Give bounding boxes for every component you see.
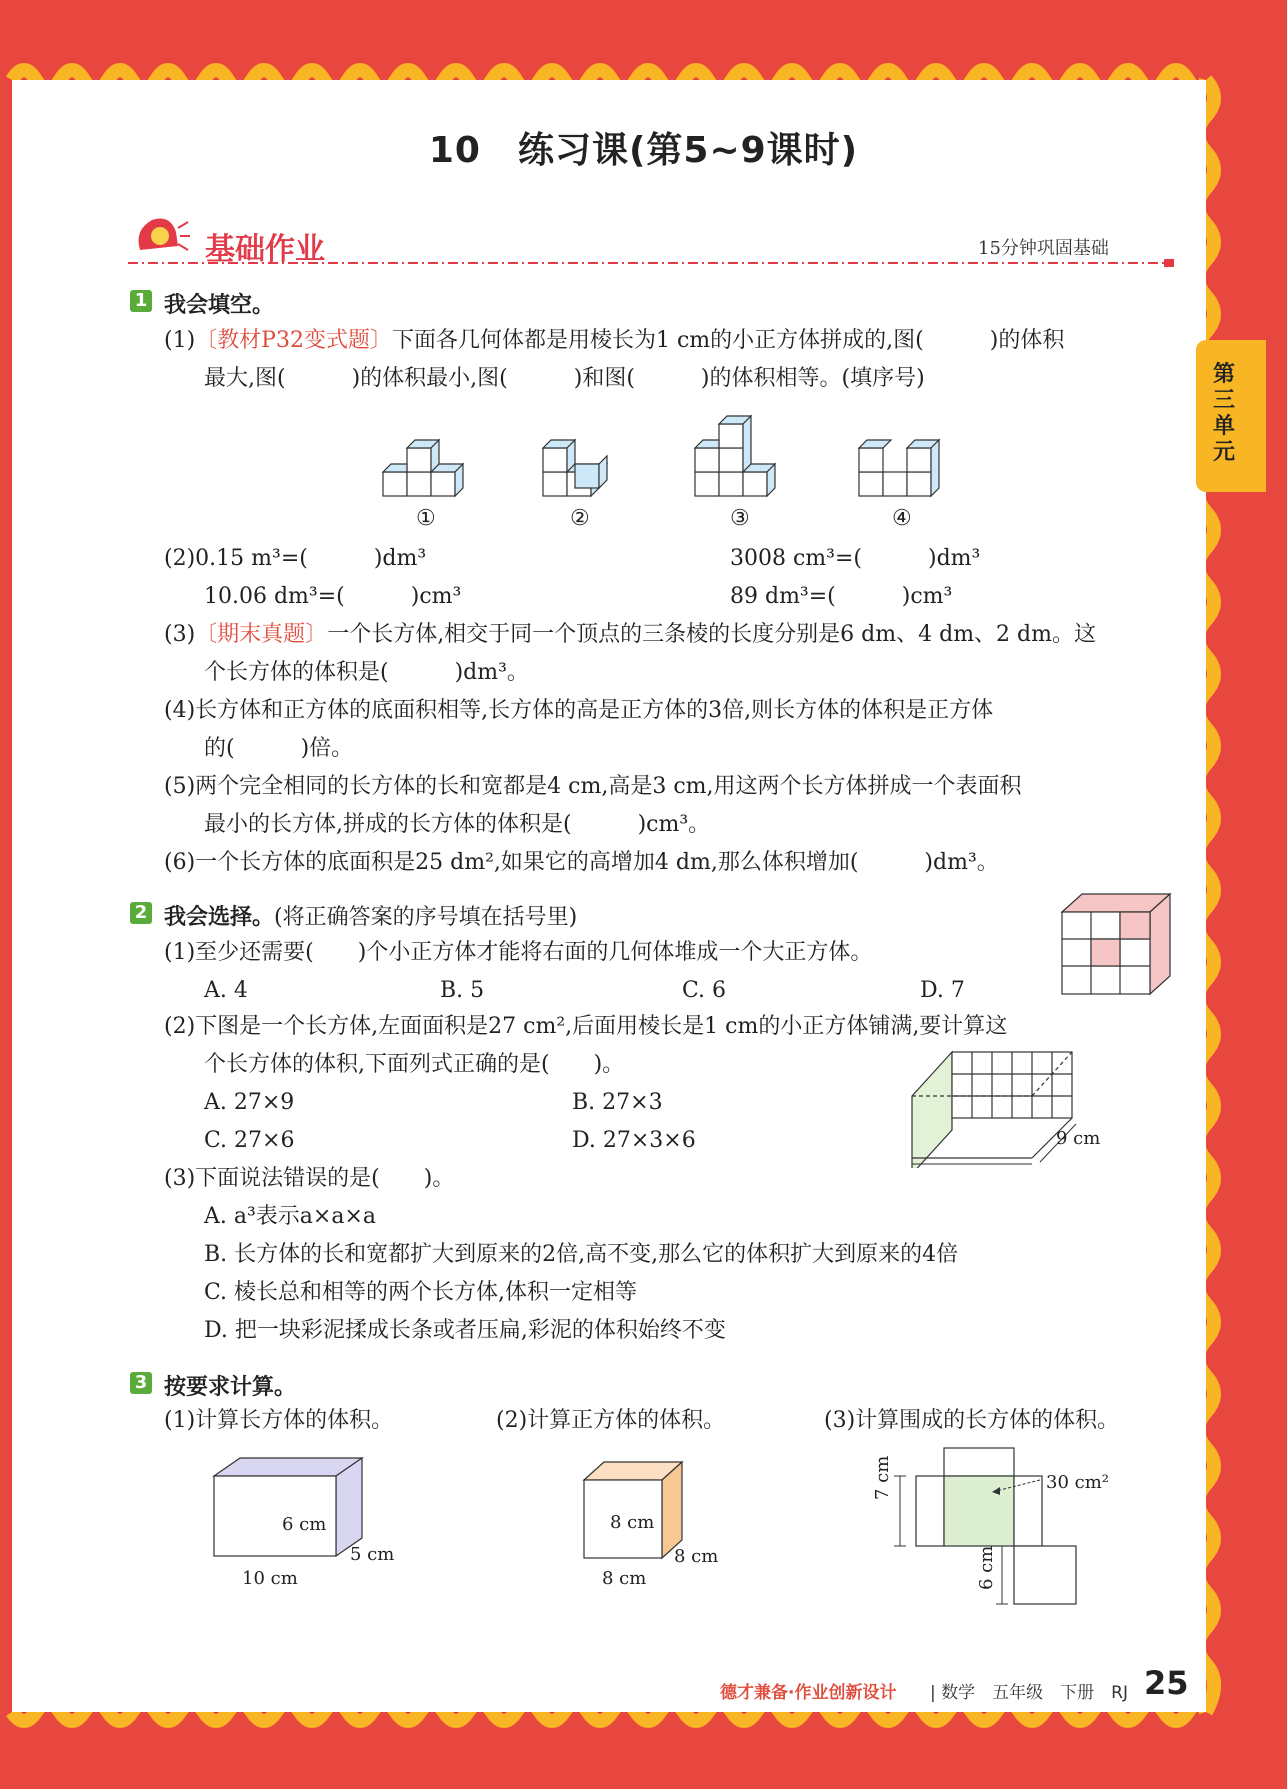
question-number-3: 3 (130, 1372, 152, 1394)
question-2-heading: 我会选择。(将正确答案的序号填在括号里) (164, 905, 578, 930)
q2-1-option-b: B. 5 (440, 978, 485, 1003)
q2-2-option-d: D. 27×3×6 (572, 1128, 696, 1153)
q2-3-option-c: C. 棱长总和相等的两个长方体,体积一定相等 (204, 1280, 638, 1305)
cube-height-label: 8 cm (610, 1512, 655, 1533)
cube-figure-4 (854, 436, 954, 506)
q2-3-text: (3)下面说法错误的是( )。 (164, 1166, 455, 1191)
footer-info: | 数学 五年级 下册 RJ (930, 1683, 1128, 1703)
q2-2-option-c: C. 27×6 (204, 1128, 295, 1153)
footer-brand: 德才兼备·作业创新设计 (720, 1683, 897, 1703)
question-1-heading: 我会填空。 (164, 293, 275, 318)
q3-1-text: (1)计算长方体的体积。 (164, 1408, 394, 1433)
q2-2-figure-label: 9 cm (1056, 1128, 1101, 1149)
q1-4-text-line2: 的( )倍。 (204, 736, 354, 761)
q1-2-b: 3008 cm³=( )dm³ (730, 546, 981, 571)
figure-label-3: ③ (730, 506, 750, 531)
question-number-1: 1 (130, 290, 152, 312)
q2-1-option-a: A. 4 (204, 978, 248, 1003)
section-title: 基础作业 (205, 232, 325, 267)
cuboid-height-label: 6 cm (282, 1514, 327, 1535)
q1-2-c: 10.06 dm³=( )cm³ (204, 584, 462, 609)
q2-3-option-a: A. a³表示a×a×a (204, 1204, 377, 1229)
q2-1-option-d: D. 7 (920, 978, 965, 1003)
q1-1-text: (1)〔教材P32变式题〕下面各几何体都是用棱长为1 cm的小正方体拼成的,图( )的体积 (164, 328, 1065, 353)
cuboid-width-label: 10 cm (242, 1568, 298, 1589)
q1-2-d: 89 dm³=( )cm³ (730, 584, 953, 609)
q2-1-option-c: C. 6 (682, 978, 727, 1003)
bell-icon (130, 210, 190, 262)
q2-2-option-b: B. 27×3 (572, 1090, 663, 1115)
q1-3-text: (3)〔期末真题〕一个长方体,相交于同一个顶点的三条棱的长度分别是6 dm、4 dm、2 dm。这 (164, 622, 1096, 647)
q1-2-a: (2)0.15 m³=( )dm³ (164, 546, 427, 571)
net-area-label: 30 cm² (1046, 1472, 1109, 1493)
q1-1-text-line2: 最大,图( )的体积最小,图( )和图( )的体积相等。(填序号) (204, 366, 925, 391)
section-subtitle: 15分钟巩固基础 (978, 238, 1109, 259)
page-number: 25 (1144, 1664, 1189, 1702)
q2-2-text: (2)下图是一个长方体,左面面积是27 cm²,后面用棱长是1 cm的小正方体铺满,要计算这 (164, 1014, 1008, 1039)
q1-6-text: (6)一个长方体的底面积是25 dm²,如果它的高增加4 dm,那么体积增加( )dm³。 (164, 850, 999, 875)
q1-5-text: (5)两个完全相同的长方体的长和宽都是4 cm,高是3 cm,用这两个长方体拼成一个表面积 (164, 774, 1022, 799)
cube-figure-1 (378, 436, 478, 506)
q1-4-text: (4)长方体和正方体的底面积相等,长方体的高是正方体的3倍,则长方体的体积是正方体 (164, 698, 994, 723)
cube-figure-3 (690, 400, 800, 506)
q1-3-text-line2: 个长方体的体积是( )dm³。 (204, 660, 529, 685)
q2-1-text: (1)至少还需要( )个小正方体才能将右面的几何体堆成一个大正方体。 (164, 940, 873, 965)
question-number-2: 2 (130, 902, 152, 924)
cube-width-label: 8 cm (602, 1568, 647, 1589)
cuboid-figure (210, 1456, 370, 1562)
page-title: 10 练习课(第5~9课时) (428, 130, 859, 171)
incomplete-cube-figure (1056, 890, 1176, 1002)
q3-3-text: (3)计算围成的长方体的体积。 (824, 1408, 1120, 1433)
figure-label-4: ④ (892, 506, 912, 531)
q2-2-option-a: A. 27×9 (204, 1090, 295, 1115)
q2-3-option-d: D. 把一块彩泥揉成长条或者压扁,彩泥的体积始终不变 (204, 1318, 726, 1343)
figure-label-1: ① (416, 506, 436, 531)
cube-figure-2 (538, 436, 638, 506)
q1-5-text-line2: 最小的长方体,拼成的长方体的体积是( )cm³。 (204, 812, 711, 837)
cube-depth-label: 8 cm (674, 1546, 719, 1567)
section-divider (128, 258, 1178, 268)
question-3-heading: 按要求计算。 (164, 1375, 297, 1400)
net-bottom-label: 6 cm (976, 1545, 997, 1590)
box-with-cubes-figure (904, 1044, 1084, 1168)
q3-2-text: (2)计算正方体的体积。 (496, 1408, 726, 1433)
net-top-label: 7 cm (872, 1455, 893, 1500)
q2-3-option-b: B. 长方体的长和宽都扩大到原来的2倍,高不变,那么它的体积扩大到原来的4倍 (204, 1242, 959, 1267)
unit-side-label: 第三单元 (1212, 362, 1235, 465)
figure-label-2: ② (570, 506, 590, 531)
q2-2-text-line2: 个长方体的体积,下面列式正确的是( )。 (204, 1052, 625, 1077)
cuboid-depth-label: 5 cm (350, 1544, 395, 1565)
